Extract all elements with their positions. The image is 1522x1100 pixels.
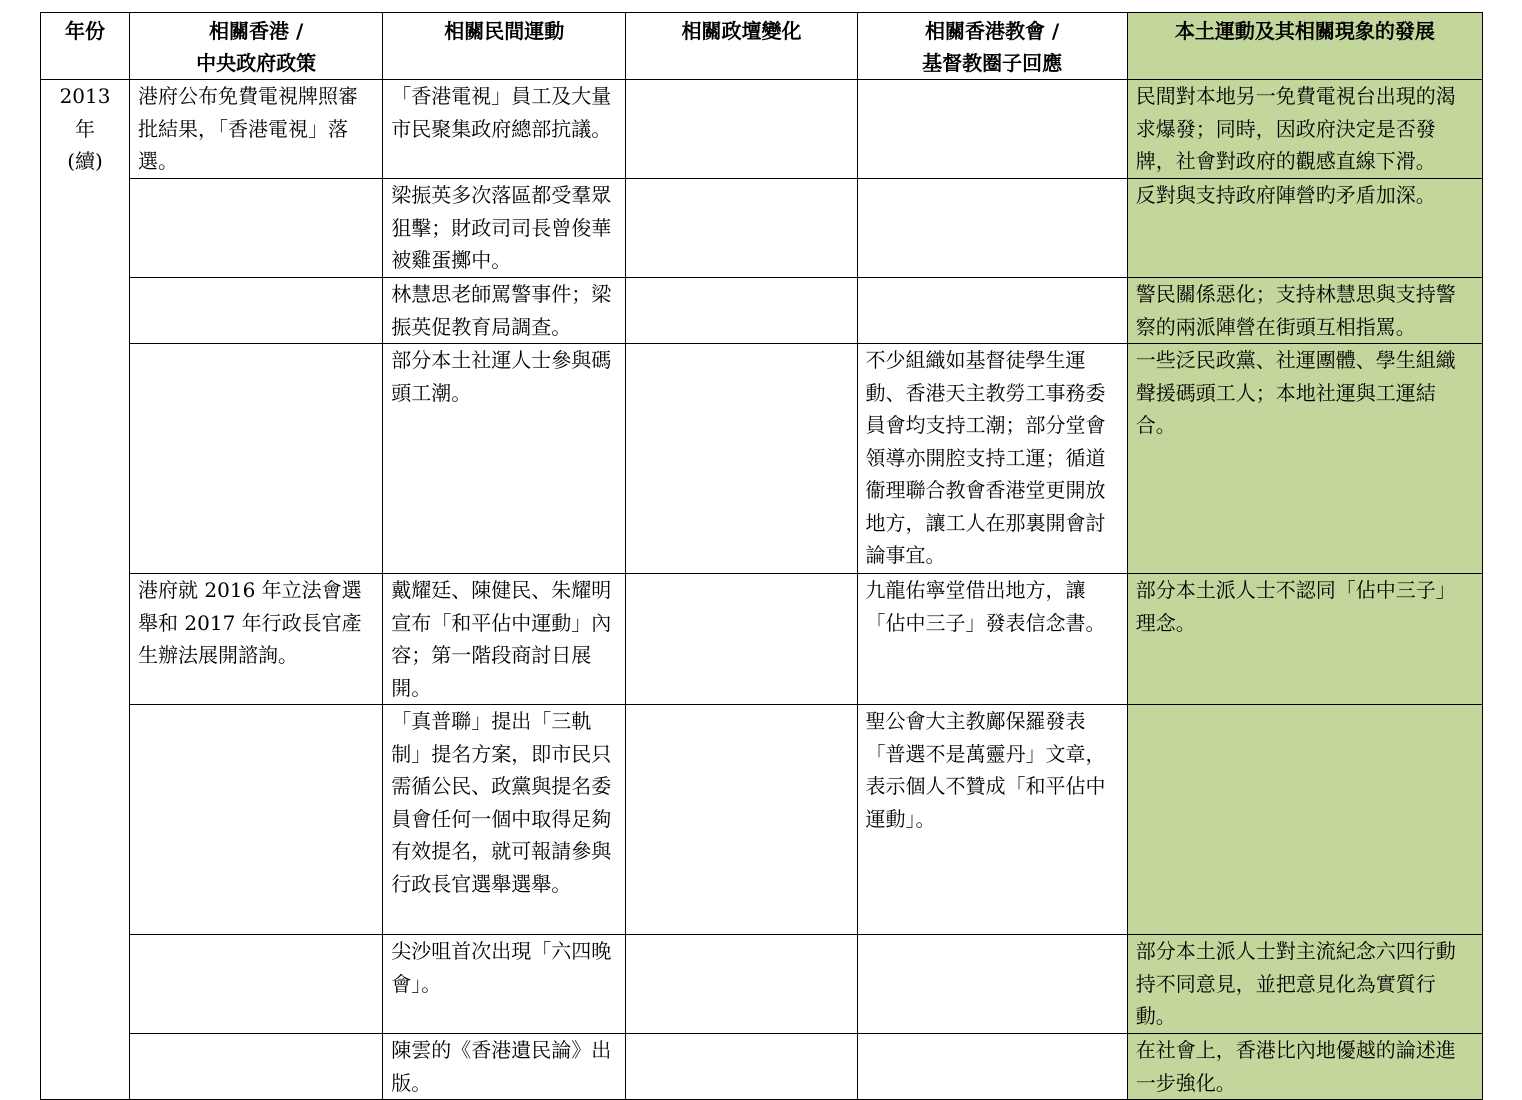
localist-cell: 在社會上，香港比內地優越的論述進一步強化。 [1127,1034,1482,1100]
civil-cell: 梁振英多次落區都受羣眾狙擊；財政司司長曾俊華被雞蛋擲中。 [383,179,626,278]
header-gov-policy: 相關香港 / 中央政府政策 [130,13,383,80]
timeline-table [40,12,1483,1100]
localist-cell: 警民關係惡化；支持林慧思與支持警察的兩派陣營在街頭互相指罵。 [1127,278,1482,344]
gov-cell [130,1034,383,1100]
gov-cell [130,705,383,935]
table-row [41,1034,1483,1100]
gov-cell [130,278,383,344]
political-cell [626,705,857,935]
table-row [41,80,1483,179]
table-row [41,179,1483,278]
political-cell [626,80,857,179]
church-cell: 聖公會大主教鄺保羅發表「普選不是萬靈丹」文章，表示個人不贊成「和平佔中運動」。 [857,705,1127,935]
table-row [41,935,1483,1034]
header-church-response: 相關香港教會 / 基督教圈子回應 [857,13,1127,80]
church-cell: 九龍佑寧堂借出地方，讓「佔中三子」發表信念書。 [857,574,1127,705]
table-row [41,705,1483,935]
church-cell [857,1034,1127,1100]
civil-cell: 林慧思老師罵警事件；梁振英促教育局調查。 [383,278,626,344]
header-row [41,13,1483,80]
gov-cell: 港府公布免費電視牌照審批結果，「香港電視」落選。 [130,80,383,179]
localist-cell: 部分本土派人士不認同「佔中三子」理念。 [1127,574,1482,705]
church-cell [857,179,1127,278]
political-cell [626,278,857,344]
political-cell [626,179,857,278]
localist-cell: 一些泛民政黨、社運團體、學生組織聲援碼頭工人；本地社運與工運結合。 [1127,344,1482,574]
civil-cell: 戴耀廷、陳健民、朱耀明宣布「和平佔中運動」內容；第一階段商討日展開。 [383,574,626,705]
political-cell [626,344,857,574]
church-cell: 不少組織如基督徒學生運動、香港天主教勞工事務委員會均支持工潮；部分堂會領導亦開腔支持工運；循道衞理聯合教會香港堂更開放地方，讓工人在那裏開會討論事宜。 [857,344,1127,574]
church-cell [857,80,1127,179]
header-political-change: 相關政壇變化 [626,13,857,80]
political-cell [626,935,857,1034]
civil-cell: 部分本土社運人士參與碼頭工潮。 [383,344,626,574]
table-row [41,344,1483,574]
localist-cell: 反對與支持政府陣營旳矛盾加深。 [1127,179,1482,278]
gov-cell [130,179,383,278]
localist-cell [1127,705,1482,935]
header-civil-movement: 相關民間運動 [383,13,626,80]
gov-cell: 港府就 2016 年立法會選舉和 2017 年行政長官產生辦法展開諮詢。 [130,574,383,705]
civil-cell: 「香港電視」員工及大量市民聚集政府總部抗議。 [383,80,626,179]
gov-cell [130,344,383,574]
table-row [41,278,1483,344]
civil-cell: 陳雲的《香港遺民論》出版。 [383,1034,626,1100]
political-cell [626,1034,857,1100]
table-row [41,574,1483,705]
header-year: 年份 [41,13,130,80]
year-cell: 2013 年 (續) [41,80,130,1100]
gov-cell [130,935,383,1034]
political-cell [626,574,857,705]
localist-cell: 部分本土派人士對主流紀念六四行動持不同意見，並把意見化為實質行動。 [1127,935,1482,1034]
church-cell [857,935,1127,1034]
civil-cell: 尖沙咀首次出現「六四晚會」。 [383,935,626,1034]
church-cell [857,278,1127,344]
civil-cell: 「真普聯」提出「三軌制」提名方案，即市民只需循公民、政黨與提名委員會任何一個中取得足夠有效提名，就可報請參與行政長官選舉選舉。 [383,705,626,935]
localist-cell: 民間對本地另一免費電視台出現的渴求爆發；同時，因政府決定是否發牌，社會對政府的觀感直線下滑。 [1127,80,1482,179]
header-localist-development: 本土運動及其相關現象的發展 [1127,13,1482,80]
